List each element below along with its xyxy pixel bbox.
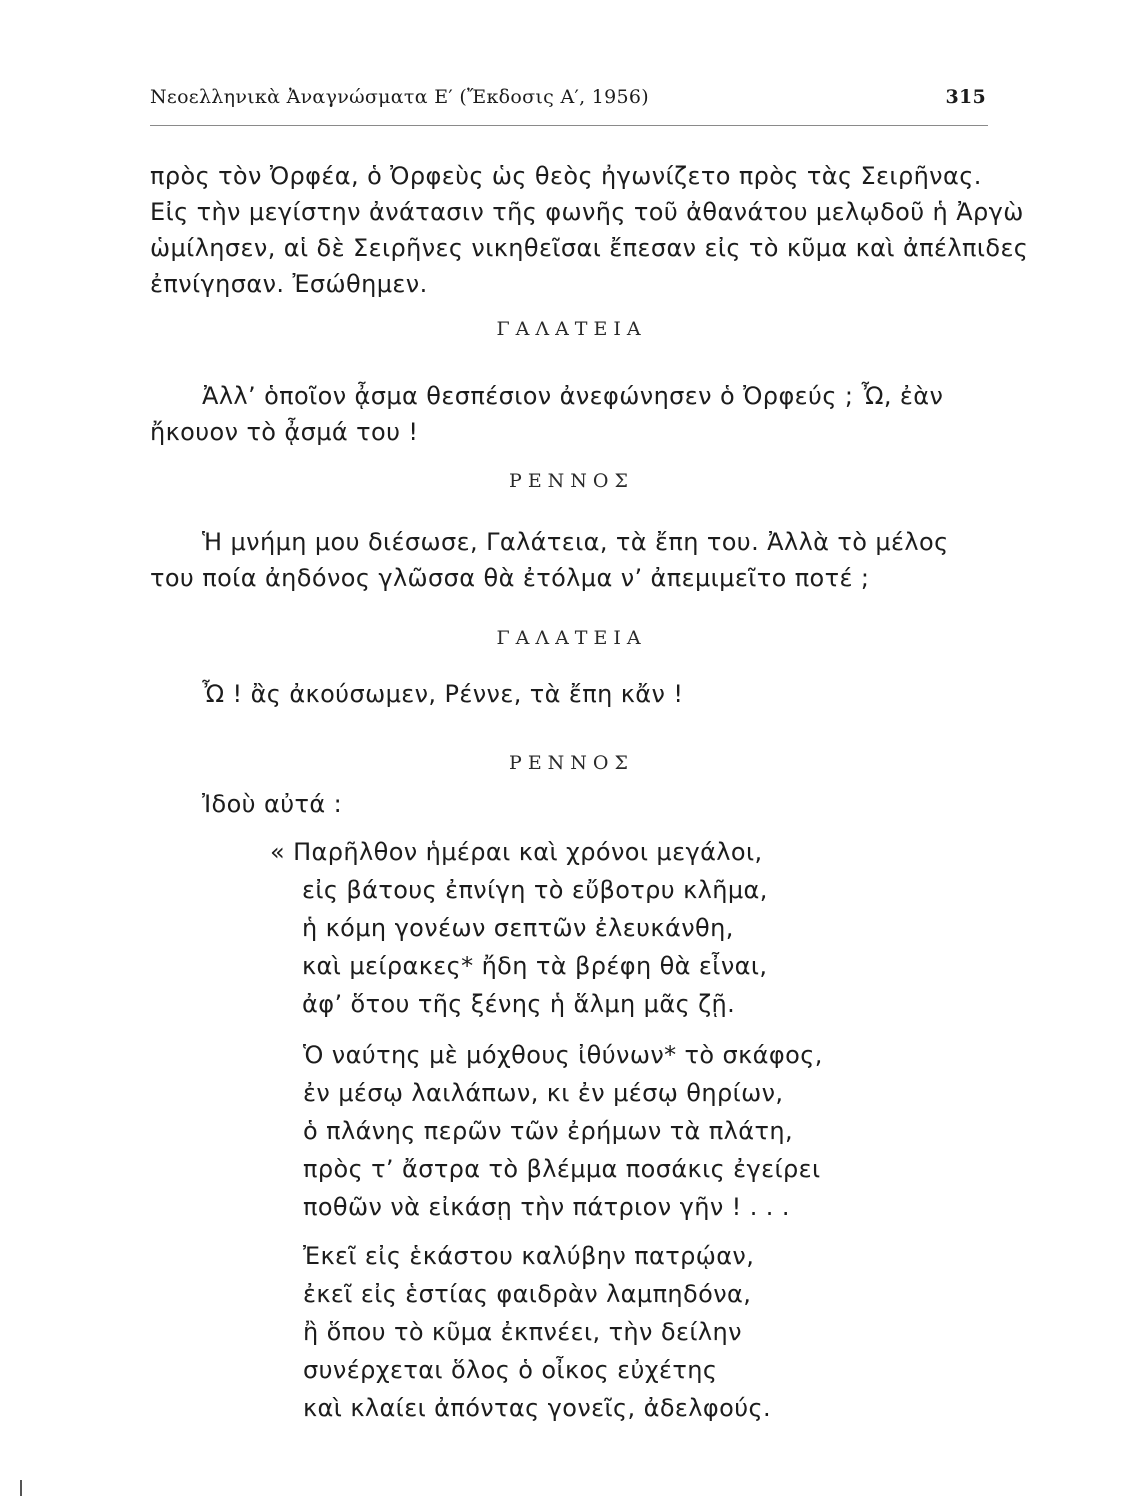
poem-verse: καὶ μείρακες* ἤδη τὰ βρέφη θὰ εἶναι, xyxy=(302,952,768,980)
text-line: Ἡ μνήμη μου διέσωσε, Γαλάτεια, τὰ ἔπη του. Ἀλλὰ τὸ μέλος xyxy=(202,528,949,556)
speaker-heading-galateia: ΓΑΛΑΤΕΙΑ xyxy=(496,318,647,340)
page-number: 315 xyxy=(945,86,986,108)
paragraph-rennos-reply xyxy=(150,524,1000,596)
poem-stanza-1 xyxy=(270,833,768,1023)
header-rule xyxy=(150,125,988,126)
poem-verse: ἐκεῖ εἰς ἑστίας φαιδρὰν λαμπηδόνα, xyxy=(303,1280,752,1308)
text-line: ἐπνίγησαν. Ἐσώθημεν. xyxy=(150,270,428,298)
speaker-heading-rennos: ΡΕΝΝΟΣ xyxy=(509,470,634,492)
poem-verse: ἀφ’ ὅτου τῆς ξένης ἡ ἅλμη μᾶς ζῇ. xyxy=(302,990,736,1018)
speaker-heading-galateia: ΓΑΛΑΤΕΙΑ xyxy=(496,627,647,649)
poem-verse: ἐν μέσῳ λαιλάπων, κι ἐν μέσῳ θηρίων, xyxy=(303,1079,784,1107)
poem-verse: Ἐκεῖ εἰς ἑκάστου καλύβην πατρῴαν, xyxy=(303,1242,755,1270)
paragraph-galateia-question xyxy=(150,378,1000,450)
poem-verse: ποθῶν νὰ εἰκάσῃ τὴν πάτριον γῆν ! . . . xyxy=(303,1193,790,1221)
running-head xyxy=(150,86,990,116)
text-line: Εἰς τὴν μεγίστην ἀνάτασιν τῆς φωνῆς τοῦ ἀθανάτου μελῳδοῦ ἡ Ἀργὼ xyxy=(150,198,1024,226)
paragraph-introduction: Ἰδοὺ αὐτά : xyxy=(202,790,343,818)
poem-verse: « Παρῆλθον ἡμέραι καὶ χρόνοι μεγάλοι, xyxy=(270,838,763,866)
paragraph-narration xyxy=(150,158,1029,302)
poem-verse: ὁ πλάνης περῶν τῶν ἐρήμων τὰ πλάτη, xyxy=(303,1117,793,1145)
text-line: Ἀλλ’ ὁποῖον ᾆσμα θεσπέσιον ἀνεφώνησεν ὁ Ὀρφεύς ; Ὦ, ἐὰν xyxy=(202,382,944,410)
poem-verse: εἰς βάτους ἐπνίγη τὸ εὔβοτρυ κλῆμα, xyxy=(302,876,768,904)
scan-margin-mark xyxy=(20,1480,22,1496)
poem-verse: συνέρχεται ὅλος ὁ οἶκος εὐχέτης xyxy=(303,1356,718,1384)
text-line: του ποία ἀηδόνος γλῶσσα θὰ ἐτόλμα ν’ ἀπεμιμεῖτο ποτέ ; xyxy=(150,564,870,592)
poem-verse: καὶ κλαίει ἀπόντας γονεῖς, ἀδελφούς. xyxy=(303,1394,771,1422)
poem-verse: πρὸς τ’ ἄστρα τὸ βλέμμα ποσάκις ἐγείρει xyxy=(303,1155,821,1183)
text-line: ὡμίλησεν, αἱ δὲ Σειρῆνες νικηθεῖσαι ἔπεσαν εἰς τὸ κῦμα καὶ ἀπέλπιδες xyxy=(150,234,1029,262)
running-title: Νεοελληνικὰ Ἀναγνώσματα Ε′ (Ἔκδοσις Α′, 1956) xyxy=(150,86,650,108)
poem-stanza-3 xyxy=(303,1237,771,1427)
speaker-heading-rennos: ΡΕΝΝΟΣ xyxy=(509,752,634,774)
poem-verse: ἢ ὅπου τὸ κῦμα ἐκπνέει, τὴν δείλην xyxy=(303,1318,742,1346)
poem-verse: Ὁ ναύτης μὲ μόχθους ἰθύνων* τὸ σκάφος, xyxy=(303,1041,823,1069)
text-line: πρὸς τὸν Ὀρφέα, ὁ Ὀρφεὺς ὡς θεὸς ἠγωνίζετο πρὸς τὰς Σειρῆνας. xyxy=(150,162,982,190)
paragraph-galateia-request: Ὦ ! ἂς ἀκούσωμεν, Ρέννε, τὰ ἔπη κἄν ! xyxy=(202,680,684,708)
text-line: ἤκουον τὸ ᾆσμά του ! xyxy=(150,418,419,446)
poem-verse: ἡ κόμη γονέων σεπτῶν ἐλευκάνθη, xyxy=(302,914,734,942)
poem-stanza-2 xyxy=(303,1036,823,1226)
